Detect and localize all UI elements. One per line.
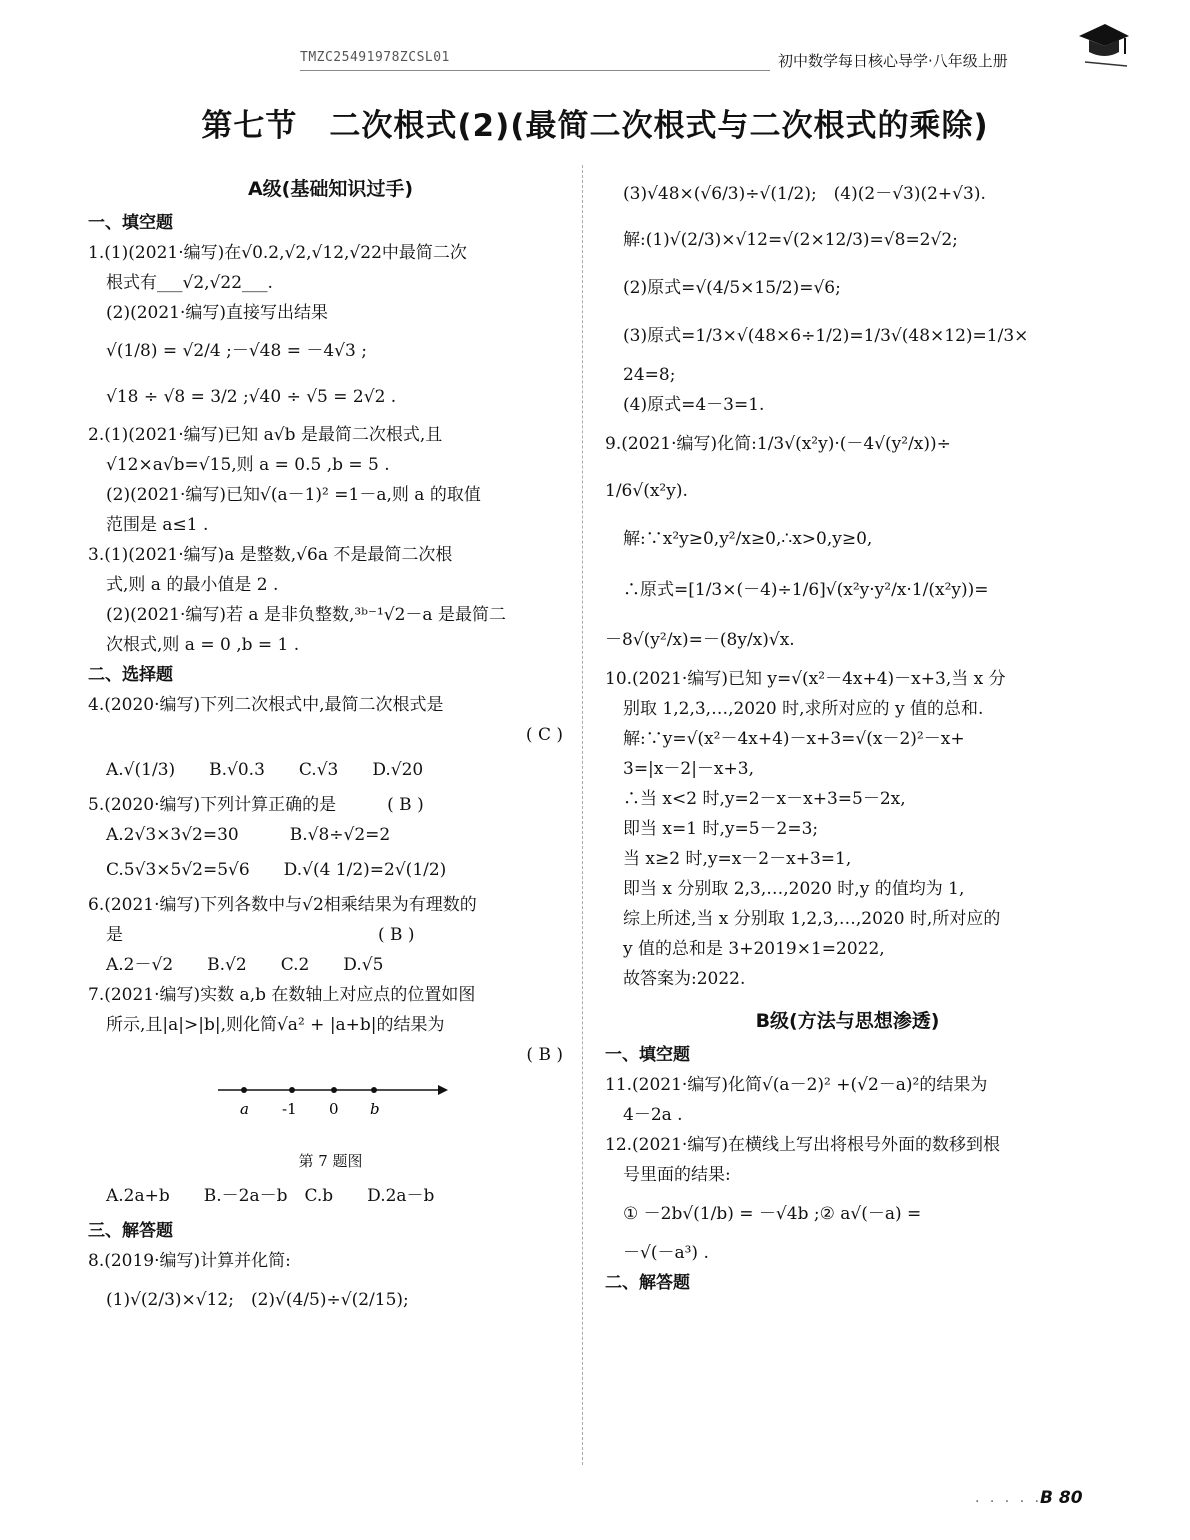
header-code: TMZC25491978ZCSL01 xyxy=(300,50,450,65)
question-9-line: 9.(2021·编写)化简:1/3√(x²y)·(－4√(y²/x))÷ xyxy=(605,434,951,454)
number-line-figure xyxy=(88,1076,573,1136)
solution-10-line: 解:∵y=√(x²－4x+4)－x+3=√(x－2)²－x+ xyxy=(623,729,965,749)
question-7-answer: ( B ) xyxy=(526,1045,563,1065)
point-a xyxy=(241,1087,247,1093)
question-4-answer: ( C ) xyxy=(525,725,563,745)
section-problems: 三、解答题 xyxy=(88,1221,173,1241)
question-5-line: 5.(2020·编写)下列计算正确的是 ( B ) xyxy=(88,795,424,815)
solution-8-line: 24=8; xyxy=(623,365,676,385)
question-12-line: ① －2b√(1/b) = －√4b ;② a√(－a) = xyxy=(623,1204,922,1224)
question-12-line: 12.(2021·编写)在横线上写出将根号外面的数移到根 xyxy=(605,1135,1000,1155)
question-8-line: (1)√(2/3)×√12; (2)√(4/5)÷√(2/15); xyxy=(106,1290,409,1310)
graduation-cap-icon xyxy=(1075,18,1131,68)
page-number: B 80 xyxy=(1040,1488,1083,1508)
question-6-options: A.2－√2 B.√2 C.2 D.√5 xyxy=(106,955,384,975)
question-8-line: (3)√48×(√6/3)÷√(1/2); (4)(2－√3)(2+√3). xyxy=(623,184,986,204)
axis-label-zero: 0 xyxy=(329,1100,339,1118)
section-fill-blank: 一、填空题 xyxy=(88,213,173,233)
level-a-heading: A级(基础知识过手) xyxy=(247,178,414,200)
section-multiple-choice: 二、选择题 xyxy=(88,665,173,685)
question-5-options: C.5√3×5√2=5√6 D.√(4 1/2)=2√(1/2) xyxy=(106,860,447,880)
question-2-line: √12×a√b=√15,则 a = 0.5 ,b = 5 . xyxy=(106,455,390,475)
question-2-line: 范围是 a≤1 . xyxy=(106,515,209,535)
question-3-line: (2)(2021·编写)若 a 是非负整数,³ᵇ⁻¹√2－a 是最简二 xyxy=(106,605,506,625)
question-8-line: 8.(2019·编写)计算并化简: xyxy=(88,1251,291,1271)
question-7-line: 7.(2021·编写)实数 a,b 在数轴上对应点的位置如图 xyxy=(88,985,476,1005)
question-1-line: 根式有___√2,√22___. xyxy=(106,273,273,293)
solution-10-line: 即当 x=1 时,y=5－2=3; xyxy=(623,819,819,839)
left-column xyxy=(88,172,573,1324)
question-12-line: －√(－a³) . xyxy=(623,1243,709,1263)
header-book-title: 初中数学每日核心导学·八年级上册 xyxy=(778,52,1008,70)
solution-9-line: －8√(y²/x)=－(8y/x)√x. xyxy=(605,630,795,650)
section-problems-b: 二、解答题 xyxy=(605,1273,690,1293)
question-3-line: 3.(1)(2021·编写)a 是整数,√6a 不是最简二次根 xyxy=(88,545,453,565)
column-divider xyxy=(582,165,583,1465)
solution-10-line: y 值的总和是 3+2019×1=2022, xyxy=(623,939,885,959)
question-6-line: 6.(2021·编写)下列各数中与√2相乘结果为有理数的 xyxy=(88,895,477,915)
question-11-line: 4－2a . xyxy=(623,1105,683,1125)
question-7-line: 所示,且|a|>|b|,则化简√a² + |a+b|的结果为 xyxy=(106,1015,445,1035)
question-10-line: 10.(2021·编写)已知 y=√(x²－4x+4)－x+3,当 x 分 xyxy=(605,669,1006,689)
axis-label-a: a xyxy=(240,1100,249,1118)
question-7-options: A.2a+b B.－2a－b C.b D.2a－b xyxy=(106,1186,435,1206)
question-1-line: √(1/8) = √2/4 ;－√48 = －4√3 ; xyxy=(106,341,367,361)
question-4-line: 4.(2020·编写)下列二次根式中,最简二次根式是 xyxy=(88,695,444,715)
question-3-line: 次根式,则 a = 0 ,b = 1 . xyxy=(106,635,300,655)
footer-dots: · · · · · xyxy=(975,1494,1043,1510)
solution-10-line: ∴当 x<2 时,y=2－x－x+3=5－2x, xyxy=(623,789,906,809)
question-1-line: 1.(1)(2021·编写)在√0.2,√2,√12,√22中最简二次 xyxy=(88,243,467,263)
question-3-line: 式,则 a 的最小值是 2 . xyxy=(106,575,279,595)
question-2-line: 2.(1)(2021·编写)已知 a√b 是最简二次根式,且 xyxy=(88,425,443,445)
question-6-line: 是 ( B ) xyxy=(106,925,415,945)
question-1-line: √18 ÷ √8 = 3/2 ;√40 ÷ √5 = 2√2 . xyxy=(106,387,397,407)
solution-10-line: 故答案为:2022. xyxy=(623,969,746,989)
question-11-line: 11.(2021·编写)化简√(a－2)² +(√2－a)²的结果为 xyxy=(605,1075,988,1095)
solution-8-line: (2)原式=√(4/5×15/2)=√6; xyxy=(623,278,841,298)
question-4-options: A.√(1/3) B.√0.3 C.√3 D.√20 xyxy=(106,760,424,780)
level-b-heading: B级(方法与思想渗透) xyxy=(755,1010,940,1032)
point-zero xyxy=(331,1087,337,1093)
number-line-arrow xyxy=(438,1085,448,1095)
question-5-options: A.2√3×3√2=30 B.√8÷√2=2 xyxy=(106,825,391,845)
page-title: 第七节 二次根式(2)(最简二次根式与二次根式的乘除) xyxy=(201,108,989,144)
question-9-line: 1/6√(x²y). xyxy=(605,481,688,501)
solution-10-line: 即当 x 分别取 2,3,…,2020 时,y 的值均为 1, xyxy=(623,879,965,899)
solution-10-line: 综上所述,当 x 分别取 1,2,3,…,2020 时,所对应的 xyxy=(623,909,1001,929)
question-10-line: 别取 1,2,3,…,2020 时,求所对应的 y 值的总和. xyxy=(623,699,984,719)
section-fill-blank-b: 一、填空题 xyxy=(605,1045,690,1065)
right-column xyxy=(605,172,1090,1298)
header-rule xyxy=(300,70,770,71)
solution-8-line: (4)原式=4－3=1. xyxy=(623,395,765,415)
solution-9-line: ∴原式=[1/3×(－4)÷1/6]√(x²y·y²/x·1/(x²y))= xyxy=(623,580,989,600)
question-2-line: (2)(2021·编写)已知√(a－1)² =1－a,则 a 的取值 xyxy=(106,485,481,505)
solution-9-line: 解:∵x²y≥0,y²/x≥0,∴x>0,y≥0, xyxy=(623,529,873,549)
axis-label-b: b xyxy=(370,1100,380,1118)
question-1-line: (2)(2021·编写)直接写出结果 xyxy=(106,303,329,323)
solution-10-line: 3=|x－2|－x+3, xyxy=(623,759,754,779)
axis-label-minus-one: -1 xyxy=(282,1100,297,1118)
question-12-line: 号里面的结果: xyxy=(623,1165,731,1185)
point-minus-one xyxy=(289,1087,295,1093)
solution-8-line: 解:(1)√(2/3)×√12=√(2×12/3)=√8=2√2; xyxy=(623,230,958,250)
solution-10-line: 当 x≥2 时,y=x－2－x+3=1, xyxy=(623,849,852,869)
solution-8-line: (3)原式=1/3×√(48×6÷1/2)=1/3√(48×12)=1/3× xyxy=(623,326,1029,346)
figure-caption: 第 7 题图 xyxy=(298,1152,363,1170)
point-b xyxy=(371,1087,377,1093)
